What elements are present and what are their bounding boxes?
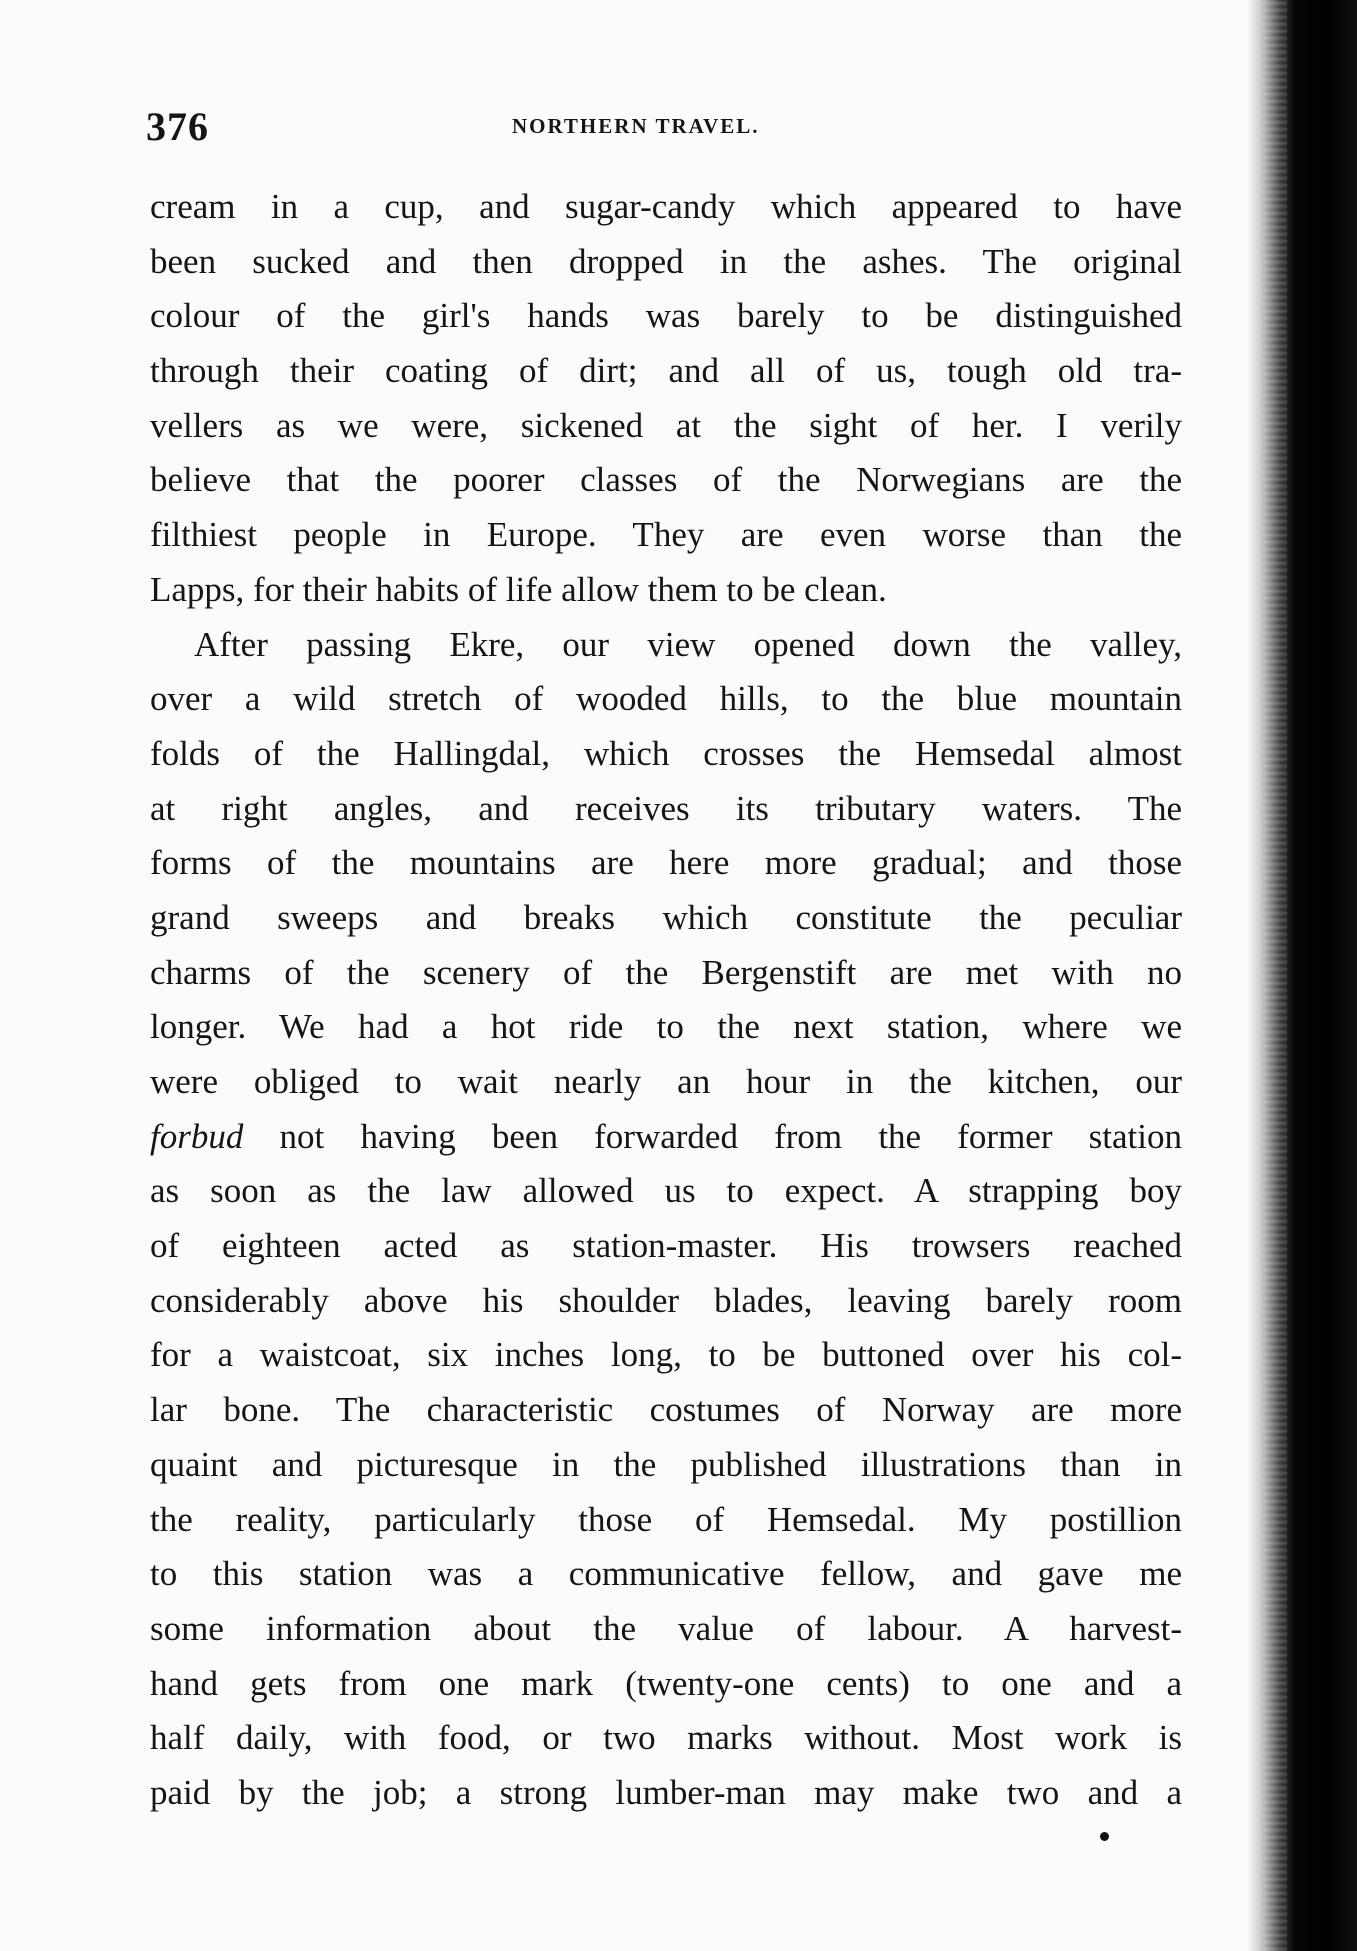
text-line: were obliged to wait nearly an hour in the kitchen, our [150, 1062, 1182, 1101]
text-line: filthiest people in Europe. They are even worse than the [150, 515, 1182, 555]
italic-line-rest: not having been forwarded from the former station [279, 1116, 1182, 1156]
body-text [150, 180, 1182, 1821]
text-line: charms of the scenery of the Bergenstift are met with no [150, 952, 1182, 992]
text-line: been sucked and then dropped in the ashes. The original [150, 241, 1182, 281]
text-line: folds of the Hallingdal, which crosses the Hemsedal almost [150, 733, 1182, 773]
text-line: through their coating of dirt; and all of us, tough old tra- [150, 351, 1182, 391]
text-line: quaint and picturesque in the published illustrations than in [150, 1444, 1182, 1484]
text-line: lar bone. The characteristic costumes of Norway are more [150, 1390, 1182, 1430]
text-line: to this station was a communicative fellow, and gave me [150, 1554, 1182, 1594]
text-line: at right angles, and receives its tributary waters. The [150, 788, 1182, 828]
page-number: 376 [146, 104, 209, 149]
italic-word: forbud [150, 1116, 244, 1156]
text-line: over a wild stretch of wooded hills, to the blue mountain [150, 679, 1182, 719]
text-line: of eighteen acted as station-master. His trowsers reached [150, 1226, 1182, 1266]
text-line: the reality, particularly those of Hemsedal. My postillion [150, 1499, 1182, 1539]
text-line-with-italic [150, 1110, 1182, 1165]
text-line: grand sweeps and breaks which constitute the peculiar [150, 897, 1182, 937]
text-line: paid by the job; a strong lumber-man may make two and a [150, 1772, 1182, 1812]
text-line: After passing Ekre, our view opened down the valley, [194, 624, 1182, 664]
text-line: as soon as the law allowed us to expect. A strapping boy [150, 1171, 1182, 1211]
text-line: hand gets from one mark (twenty-one cents) to one and a [150, 1663, 1182, 1703]
text-line: cream in a cup, and sugar-candy which appeared to have [150, 187, 1182, 226]
text-line: half daily, with food, or two marks without. Most work is [150, 1718, 1182, 1758]
text-line: longer. We had a hot ride to the next station, where we [150, 1007, 1182, 1047]
running-head: NORTHERN TRAVEL. [512, 114, 760, 138]
text-line: Lapps, for their habits of life allow them to be clean. [150, 569, 887, 609]
text-line: some information about the value of labour. A harvest- [150, 1608, 1182, 1648]
binding-gutter-texture [1263, 0, 1287, 1951]
text-line: forms of the mountains are here more gradual; and those [150, 843, 1182, 883]
ink-dot-mark [1100, 1832, 1109, 1841]
text-line: considerably above his shoulder blades, leaving barely room [150, 1280, 1182, 1320]
text-line: vellers as we were, sickened at the sight of her. I verily [150, 405, 1182, 445]
text-line: colour of the girl's hands was barely to be distinguished [150, 296, 1182, 336]
text-line: believe that the poorer classes of the Norwegians are the [150, 460, 1182, 500]
text-line: for a waistcoat, six inches long, to be buttoned over his col- [150, 1335, 1182, 1375]
